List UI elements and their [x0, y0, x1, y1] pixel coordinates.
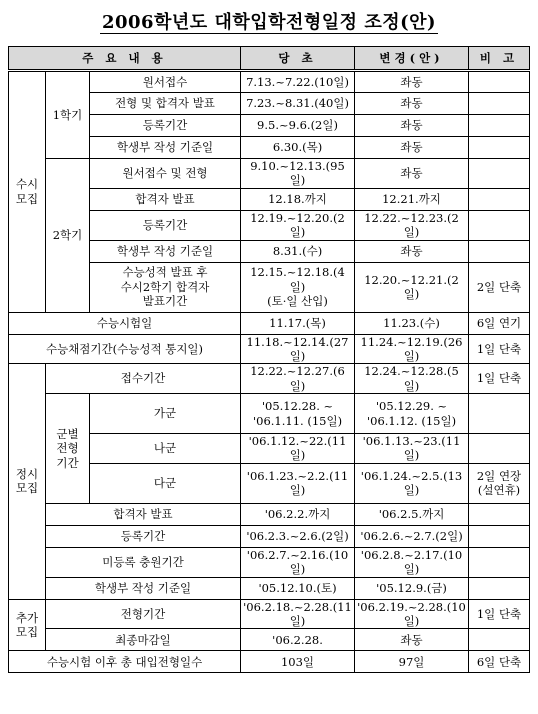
cell-current: 12.18.까지	[241, 188, 355, 210]
table-row	[9, 334, 530, 364]
cell-changed: '06.1.24.~2.5.(13일)	[355, 463, 469, 503]
cell-current: '06.2.7.~2.16.(10일)	[241, 547, 355, 577]
table-row	[9, 547, 530, 577]
cell-item: 합격자 발표	[46, 503, 241, 525]
cell-item: 접수기간	[46, 364, 241, 394]
chuga-label: 추가 모집	[9, 599, 46, 651]
table-row	[9, 394, 530, 434]
cell-item: 가군	[90, 394, 241, 434]
cell-item: 전형기간	[46, 599, 241, 629]
cell-current: 12.22.~12.27.(6일)	[241, 364, 355, 394]
header-current: 당 초	[241, 47, 355, 71]
cell-note: 2일 단축	[469, 262, 530, 312]
cell-item: 등록기간	[46, 525, 241, 547]
header-main: 주 요 내 용	[9, 47, 241, 71]
cell-current: 9.5.~9.6.(2일)	[241, 115, 355, 137]
header-row	[9, 47, 530, 71]
cell-item: 등록기간	[90, 210, 241, 240]
cell-current: '06.2.2.까지	[241, 503, 355, 525]
table-row	[9, 159, 530, 189]
cell-item: 원서접수 및 전형	[90, 159, 241, 189]
cell-changed: '05.12.9.(금)	[355, 577, 469, 599]
cell-note: 1일 단축	[469, 364, 530, 394]
cell-note	[469, 394, 530, 434]
cell-note	[469, 159, 530, 189]
cell-changed: 좌동	[355, 93, 469, 115]
cell-note	[469, 137, 530, 159]
cell-item: 학생부 작성 기준일	[90, 240, 241, 262]
cell-note	[469, 503, 530, 525]
cell-item: 등록기간	[90, 115, 241, 137]
table-row	[9, 651, 530, 673]
cell-note	[469, 434, 530, 464]
cell-note	[469, 71, 530, 93]
sem1-label: 1학기	[46, 71, 90, 159]
cell-changed: '06.2.8.~2.17.(10일)	[355, 547, 469, 577]
cell-item: 수능시험일	[9, 312, 241, 334]
cell-note: 6일 단축	[469, 651, 530, 673]
cell-note	[469, 547, 530, 577]
group-label: 군별 전형 기간	[46, 394, 90, 504]
table-row	[9, 599, 530, 629]
cell-changed: 11.23.(수)	[355, 312, 469, 334]
table-row	[9, 503, 530, 525]
cell-changed: 좌동	[355, 137, 469, 159]
cell-changed: '06.2.5.까지	[355, 503, 469, 525]
table-row	[9, 364, 530, 394]
cell-note: 1일 단축	[469, 334, 530, 364]
cell-changed: 좌동	[355, 159, 469, 189]
schedule-table	[8, 46, 530, 673]
sem2-label: 2학기	[46, 159, 90, 313]
table-row	[9, 71, 530, 93]
cell-current: '06.1.23.~2.2.(11일)	[241, 463, 355, 503]
table-row	[9, 525, 530, 547]
cell-changed: 좌동	[355, 115, 469, 137]
cell-current: '06.2.3.~2.6.(2일)	[241, 525, 355, 547]
title-text: 2006학년도 대학입학전형일정 조정(안)	[101, 12, 437, 33]
jeongsi-label: 정시 모집	[9, 364, 46, 599]
cell-note	[469, 93, 530, 115]
cell-changed: '06.2.19.~2.28.(10일)	[355, 599, 469, 629]
cell-current: '06.2.18.~2.28.(11일)	[241, 599, 355, 629]
cell-item: 수능성적 발표 후 수시2학기 합격자 발표기간	[90, 262, 241, 312]
page-title	[0, 8, 538, 34]
cell-note	[469, 525, 530, 547]
table-row	[9, 577, 530, 599]
cell-current: '06.1.12.~22.(11일)	[241, 434, 355, 464]
cell-item: 학생부 작성 기준일	[90, 137, 241, 159]
cell-changed: '05.12.29. ~ '06.1.12. (15일)	[355, 394, 469, 434]
cell-current: 103일	[241, 651, 355, 673]
susi-label: 수시 모집	[9, 71, 46, 313]
cell-current: '05.12.28. ~ '06.1.11. (15일)	[241, 394, 355, 434]
cell-note: 1일 단축	[469, 599, 530, 629]
cell-note: 6일 연기	[469, 312, 530, 334]
cell-current: 7.23.~8.31.(40일)	[241, 93, 355, 115]
cell-note	[469, 115, 530, 137]
cell-changed: 좌동	[355, 240, 469, 262]
cell-note	[469, 577, 530, 599]
cell-note	[469, 629, 530, 651]
cell-current: 9.10.~12.13.(95일)	[241, 159, 355, 189]
table-row	[9, 629, 530, 651]
cell-current: 12.15.~12.18.(4일) (토·일 산입)	[241, 262, 355, 312]
cell-changed: '06.2.6.~2.7.(2일)	[355, 525, 469, 547]
cell-item: 학생부 작성 기준일	[46, 577, 241, 599]
cell-item: 수능시험 이후 총 대입전형일수	[9, 651, 241, 673]
cell-current: '06.2.28.	[241, 629, 355, 651]
cell-item: 나군	[90, 434, 241, 464]
header-changed: 변경(안)	[355, 47, 469, 71]
cell-changed: 12.24.~12.28.(5일)	[355, 364, 469, 394]
cell-changed: 12.21.까지	[355, 188, 469, 210]
cell-item: 원서접수	[90, 71, 241, 93]
cell-item: 다군	[90, 463, 241, 503]
cell-changed: 12.22.~12.23.(2일)	[355, 210, 469, 240]
cell-current: '05.12.10.(토)	[241, 577, 355, 599]
cell-changed: 좌동	[355, 71, 469, 93]
cell-note	[469, 210, 530, 240]
header-note: 비 고	[469, 47, 530, 71]
cell-item: 전형 및 합격자 발표	[90, 93, 241, 115]
cell-item: 미등록 충원기간	[46, 547, 241, 577]
cell-current: 8.31.(수)	[241, 240, 355, 262]
cell-current: 6.30.(목)	[241, 137, 355, 159]
cell-changed: 좌동	[355, 629, 469, 651]
cell-current: 7.13.~7.22.(10일)	[241, 71, 355, 93]
cell-current: 11.18.~12.14.(27일)	[241, 334, 355, 364]
cell-changed: '06.1.13.~23.(11일)	[355, 434, 469, 464]
cell-item: 수능채점기간(수능성적 통지일)	[9, 334, 241, 364]
cell-changed: 11.24.~12.19.(26일)	[355, 334, 469, 364]
cell-item: 최종마감일	[46, 629, 241, 651]
cell-current: 11.17.(목)	[241, 312, 355, 334]
table-row	[9, 312, 530, 334]
cell-item: 합격자 발표	[90, 188, 241, 210]
cell-current: 12.19.~12.20.(2일)	[241, 210, 355, 240]
cell-note	[469, 188, 530, 210]
cell-changed: 12.20.~12.21.(2일)	[355, 262, 469, 312]
cell-note: 2일 연장 (설연휴)	[469, 463, 530, 503]
cell-changed: 97일	[355, 651, 469, 673]
cell-note	[469, 240, 530, 262]
